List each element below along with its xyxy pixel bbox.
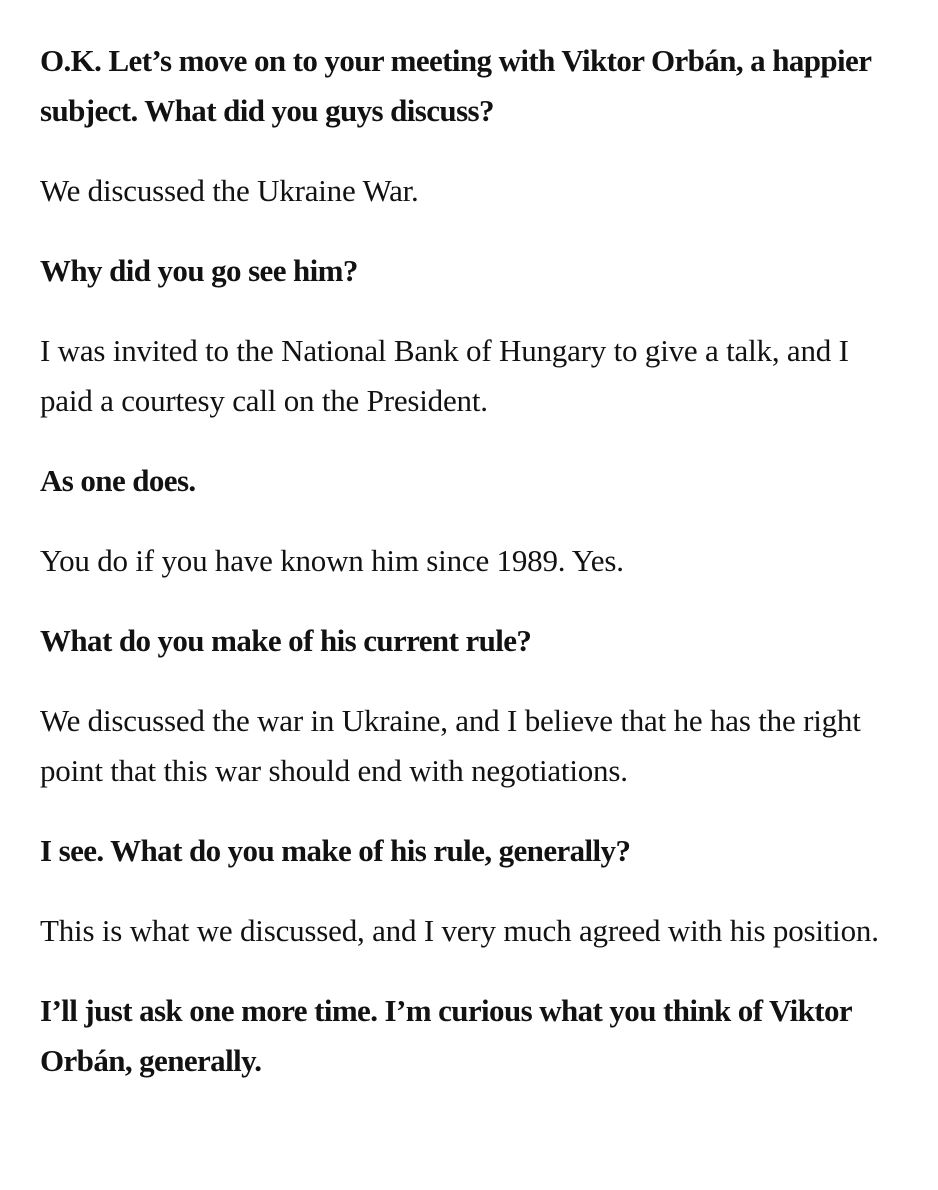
interview-question: As one does. xyxy=(40,463,196,498)
interview-question: I’ll just ask one more time. I’m curious what you think of Viktor Orbán, generally. xyxy=(40,993,852,1078)
interview-question: O.K. Let’s move on to your meeting with Viktor Orbán, a happier subject. What did you guys discuss? xyxy=(40,43,871,128)
interview-answer: You do if you have known him since 1989. Yes. xyxy=(40,543,624,578)
interview-question: Why did you go see him? xyxy=(40,253,358,288)
interview-answer: I was invited to the National Bank of Hungary to give a talk, and I paid a courtesy call on the President. xyxy=(40,333,849,418)
interview-question: I see. What do you make of his rule, generally? xyxy=(40,833,631,868)
interview-answer: We discussed the Ukraine War. xyxy=(40,173,419,208)
interview-question: What do you make of his current rule? xyxy=(40,623,532,658)
interview-answer: We discussed the war in Ukraine, and I believe that he has the right point that this war should end with negotiations. xyxy=(40,703,861,788)
interview-answer: This is what we discussed, and I very much agreed with his position. xyxy=(40,913,879,948)
